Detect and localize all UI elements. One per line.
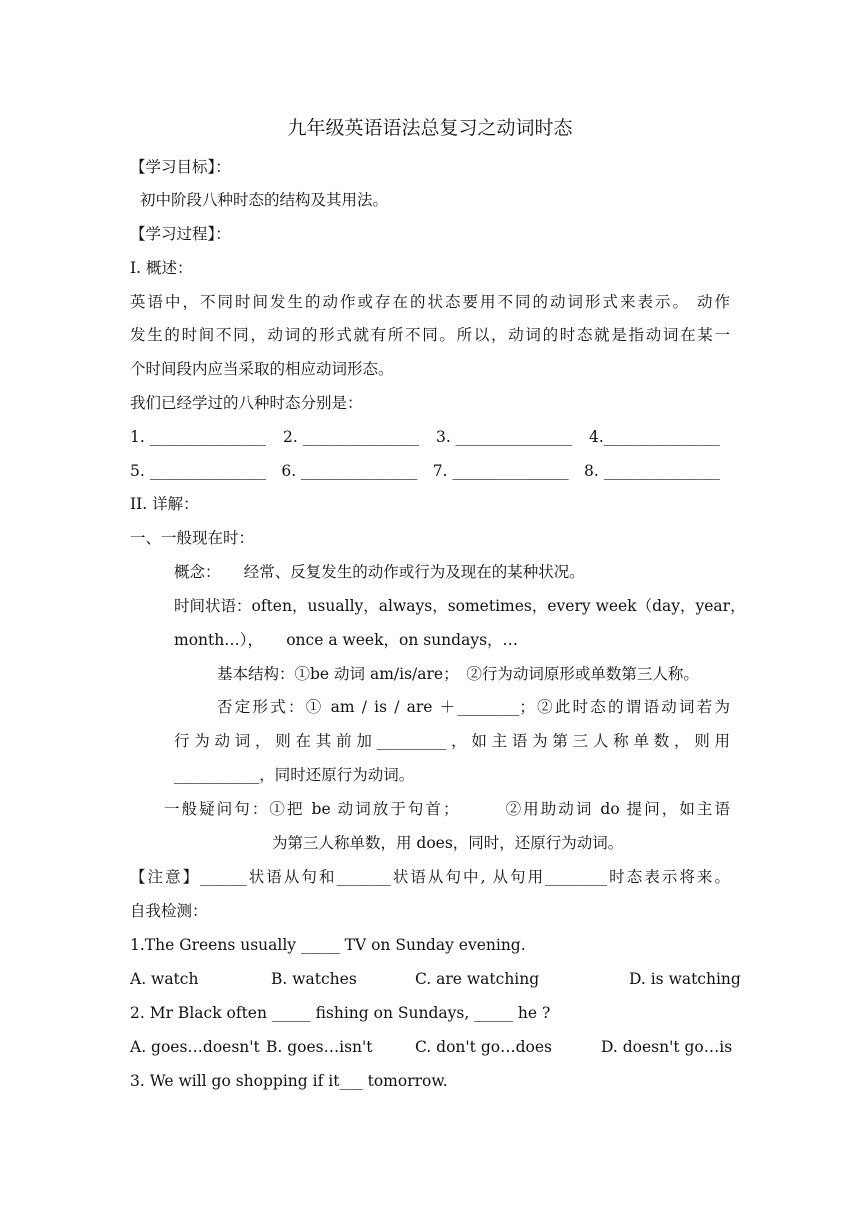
tense-blanks-row-2 [130, 461, 720, 481]
question-2-option-d[interactable]: D. doesn't go…is [601, 1038, 733, 1056]
process-heading: 【学习过程】： [130, 225, 231, 243]
negative-line-2: 行为动词，则在其前加_________，如主语为第三人称单数，则用 [174, 732, 730, 750]
negative-line-1: 否定形式：① am / is / are ＋________；②此时态的谓语动词若为 [217, 698, 730, 716]
section1-heading: I. 概述： [130, 259, 193, 277]
question-1-option-b[interactable]: B. watches [271, 970, 357, 988]
question-1-option-a[interactable]: A. watch [130, 970, 199, 988]
tense-blank[interactable]: 1. _______________ [130, 428, 266, 446]
time-adverbials-line-1: 时间状语：often，usually，always，sometimes，every week（day，year， [174, 597, 746, 615]
question-2-stem: 2. Mr Black often _____ fishing on Sundays, _____ he ? [130, 1004, 551, 1022]
objective-heading: 【学习目标】： [130, 158, 231, 176]
page-title: 九年级英语语法总复习之动词时态 [287, 117, 573, 139]
overview-line-1: 英语中，不同时间发生的动作或存在的状态要用不同的动词形式来表示。 动作 [130, 293, 730, 311]
eight-tenses-intro: 我们已经学过的八种时态分别是： [130, 394, 363, 412]
question-1-option-c[interactable]: C. are watching [415, 970, 540, 988]
tense-blank[interactable]: 5. _______________ [130, 462, 266, 480]
overview-line-2: 发生的时间不同，动词的形式就有所不同。所以，动词的时态就是指动词在某一 [130, 326, 730, 344]
question-line-1: 一般疑问句：①把 be 动词放于句首； ②用助动词 do 提问，如主语 [164, 800, 730, 818]
negative-line-3: ___________，同时还原行为动词。 [174, 766, 415, 784]
tense-blank[interactable]: 6. _______________ [281, 462, 418, 480]
note-line: 【注意】______状语从句和_______状语从句中, 从句用________时态表示将来。 [130, 868, 730, 886]
objective-text: 初中阶段八种时态的结构及其用法。 [140, 191, 389, 209]
tense-blank[interactable]: 3. _______________ [435, 428, 572, 446]
tense-blanks-row-1 [130, 427, 720, 447]
time-adverbials-line-2: month…）， once a week，on sundays，… [174, 631, 519, 649]
tense-blank[interactable]: 7. _______________ [432, 462, 569, 480]
concept-line: 概念： 经常、反复发生的动作或行为及现在的某种状况。 [174, 563, 585, 581]
tense-blank[interactable]: 8. _______________ [584, 462, 720, 480]
question-1-option-d[interactable]: D. is watching [629, 970, 741, 988]
question-2-option-a[interactable]: A. goes…doesn't [130, 1038, 260, 1056]
simple-present-heading: 一、一般现在时： [130, 529, 255, 547]
question-2-option-b[interactable]: B. goes…isn't [266, 1038, 373, 1056]
self-test-heading: 自我检测： [130, 902, 208, 920]
tense-blank[interactable]: 4._______________ [588, 428, 720, 446]
basic-structure-line: 基本结构：①be 动词 am/is/are； ②行为动词原形或单数第三人称。 [217, 665, 699, 683]
question-3-stem: 3. We will go shopping if it___ tomorrow. [130, 1072, 448, 1090]
question-1-stem: 1.The Greens usually _____ TV on Sunday evening. [130, 936, 526, 954]
question-line-2: 为第三人称单数，用 does，同时，还原行为动词。 [272, 834, 624, 852]
tense-blank[interactable]: 2. _______________ [282, 428, 419, 446]
question-2-option-c[interactable]: C. don't go…does [415, 1038, 552, 1056]
overview-line-3: 个时间段内应当采取的相应动词形态。 [130, 360, 394, 378]
section2-heading: II. 详解： [130, 495, 199, 513]
